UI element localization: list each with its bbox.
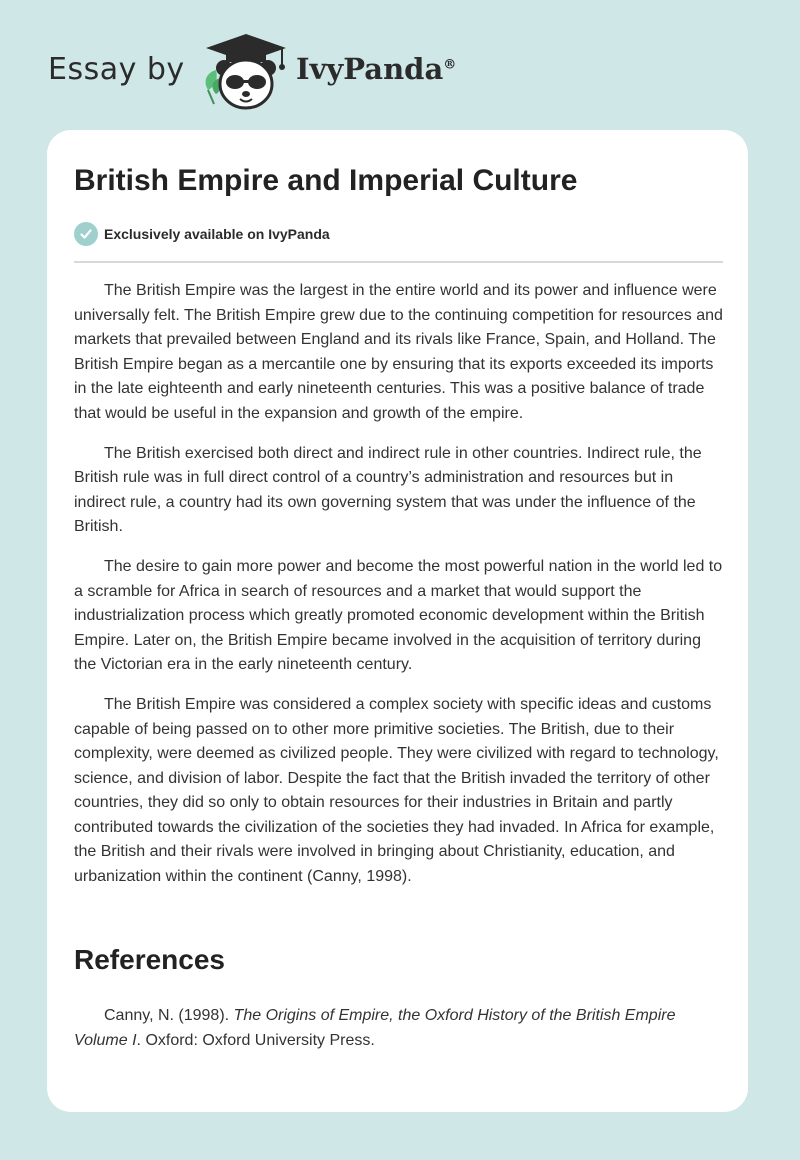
essay-title: British Empire and Imperial Culture (74, 164, 578, 197)
ivypanda-brand[interactable] (296, 52, 456, 86)
reference-author: Canny, N. (1998). (104, 1007, 234, 1024)
essay-card (47, 130, 748, 1112)
exclusive-badge (74, 222, 330, 246)
site-header (48, 30, 648, 110)
paragraph: The desire to gain more power and become the most powerful nation in the world led to a scramble for Africa in search of resources and a market that would support the industrialization process which greatly promoted economic development within the British Empire. Later on, the British Empire became involved in the acquisition of territory during the Victorian era in the early nineteenth century. (74, 557, 723, 674)
references-heading: References (74, 944, 225, 975)
essay-by-label: Essay by (48, 52, 185, 87)
reference-publisher: . Oxford: Oxford University Press. (136, 1032, 375, 1049)
reference-entry (74, 1003, 724, 1053)
brand-name-text: IvyPanda (296, 52, 444, 86)
essay-body (74, 279, 724, 905)
paragraph: The British exercised both direct and indirect rule in other countries. Indirect rule, the British rule was in full direct control of a country’s administration and resources but in indirect rule, a country had its own governing system that was under the influence of the British. (74, 444, 702, 536)
paragraph: The British Empire was the largest in the entire world and its power and influence were universally felt. The British Empire grew due to the continuing competition for resources and markets that prevailed between England and its rivals like France, Spain, and Holland. The British Empire began as a mercantile one by ensuring that its exports exceeded its imports in the late eighteenth and early nineteenth centuries. This was a positive balance of trade that would be useful in the expansion and growth of the empire. (74, 282, 723, 422)
badge-label: Exclusively available on IvyPanda (104, 226, 330, 242)
registered-mark: ® (443, 57, 457, 73)
panda-graduation-cap-icon[interactable] (200, 32, 292, 112)
check-circle-icon (74, 222, 98, 246)
paragraph: The British Empire was considered a complex society with specific ideas and customs capable of being passed on to other more primitive societies. The British, due to their complexity, were deemed as civilized people. They were civilized with regard to technology, science, and division of labor. Despite the fact that the British invaded the territory of other countries, they did so only to obtain resources for their industries in Britain and partly contributed towards the civilization of the societies they had invaded. In Africa for example, the British and their rivals were involved in bringing about Christianity, education, and urbanization within the continent (Canny, 1998). (74, 695, 719, 886)
reference-title: The Origins of Empire, the Oxford History of the British Empire Volume I (74, 1007, 676, 1049)
title-divider (74, 261, 723, 263)
